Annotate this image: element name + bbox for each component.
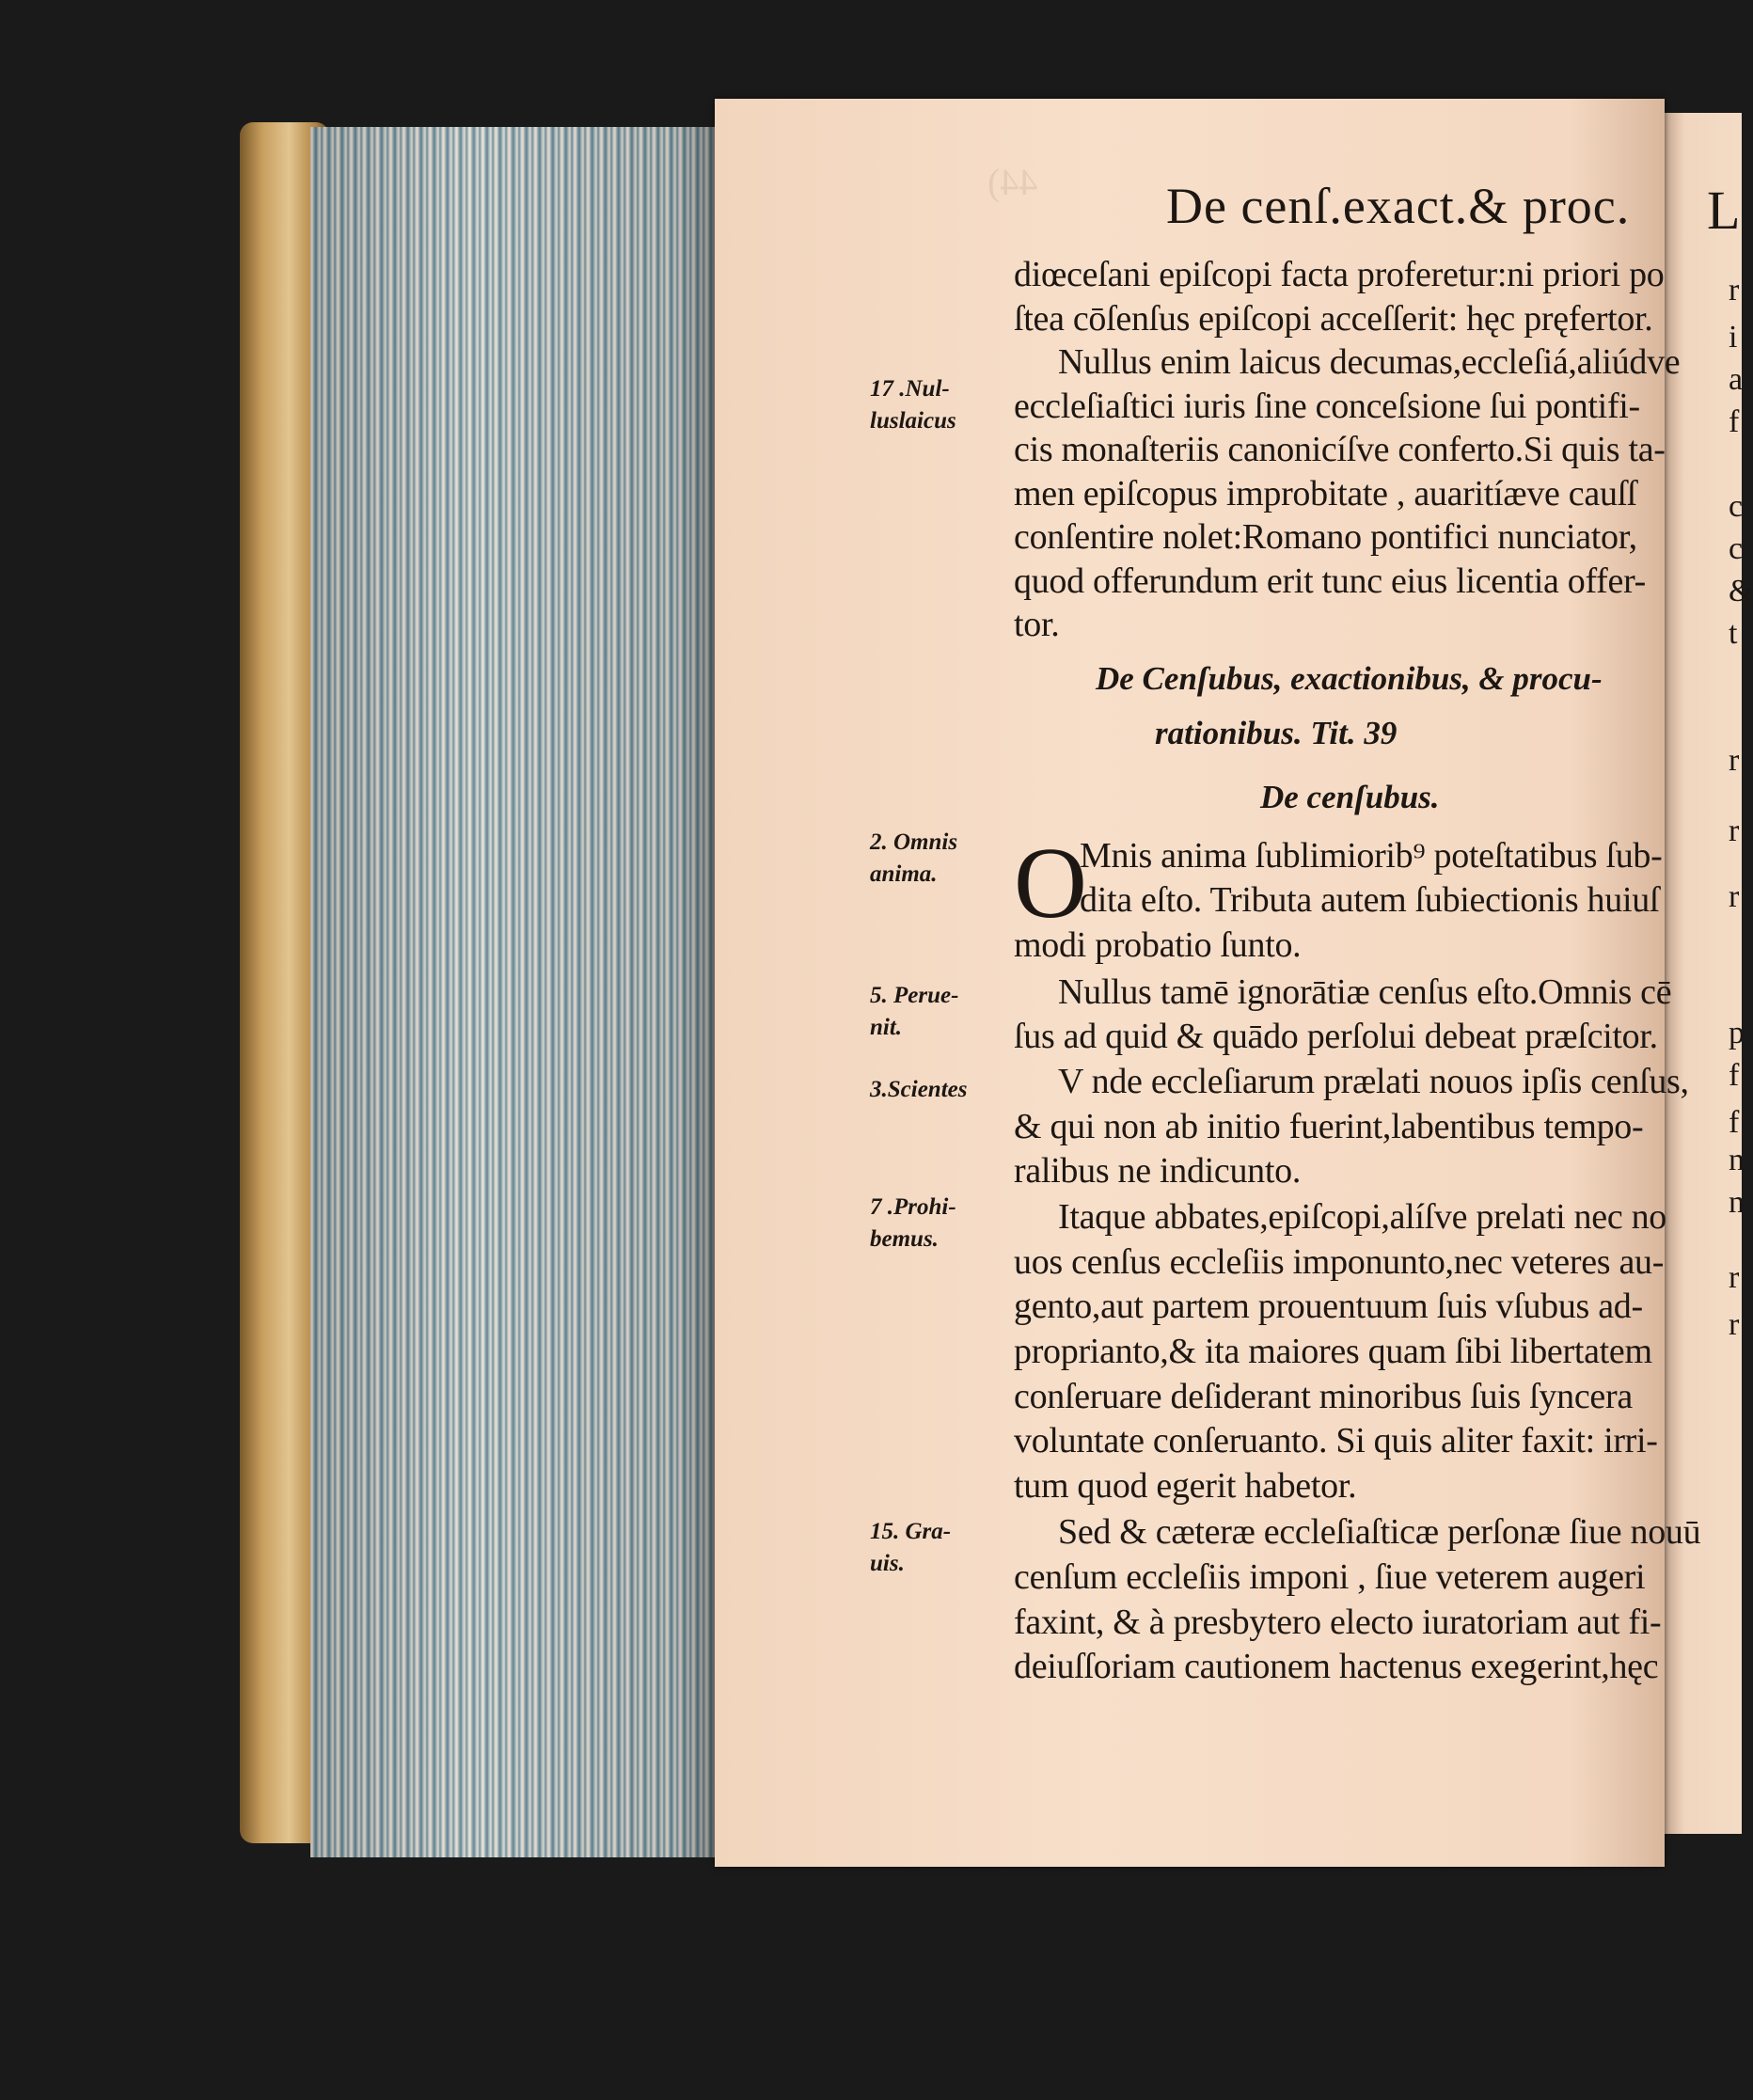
text-line: Mnis anima ſublimiorib⁹ poteſtatibus ſub- bbox=[1080, 836, 1663, 876]
facing-page-fragment: n bbox=[1729, 1143, 1745, 1177]
text-line: Itaque abbates,epiſcopi,alíſve prelati nec no bbox=[1058, 1197, 1666, 1237]
facing-page-fragment: t bbox=[1729, 616, 1738, 651]
running-head: De cenſ.exact.& proc. bbox=[1166, 178, 1631, 234]
marginal-note-line: 5. Perue- bbox=[870, 983, 959, 1008]
marginal-note-line: nit. bbox=[870, 1015, 903, 1040]
text-line: quod offerundum erit tunc eius licentia offer- bbox=[1014, 561, 1647, 601]
drop-cap: O bbox=[1014, 828, 1087, 939]
facing-page-fragment: & bbox=[1729, 574, 1753, 608]
marginal-note-line: 7 .Prohi- bbox=[870, 1194, 956, 1220]
text-line: gento,aut partem prouentuum ſuis vſubus ad- bbox=[1014, 1287, 1643, 1326]
text-line: men epiſcopus improbitate , auaritíæve cauſſ bbox=[1014, 473, 1637, 513]
text-line: conſentire nolet:Romano pontifici nunciator, bbox=[1014, 517, 1637, 557]
facing-page-fragment: r bbox=[1729, 273, 1740, 308]
text-line: tum quod egerit habetor. bbox=[1014, 1466, 1357, 1506]
text-line: cenſum eccleſiis imponi , ſiue veterem augeri bbox=[1014, 1557, 1646, 1597]
text-line: & qui non ab initio fuerint,labentibus tempo- bbox=[1014, 1107, 1644, 1146]
text-line: cis monaſteriis canonicíſve conferto.Si quis ta- bbox=[1014, 430, 1666, 469]
text-line: tor. bbox=[1014, 605, 1060, 644]
marginal-note-line: 17 .Nul- bbox=[870, 376, 950, 402]
facing-page-fragment: i bbox=[1729, 320, 1738, 355]
facing-page-fragment: f bbox=[1729, 1105, 1740, 1140]
marginal-note-line: anima. bbox=[870, 861, 938, 887]
facing-page-fragment: f bbox=[1729, 404, 1740, 439]
text-line: Nullus enim laicus decumas,eccleſiá,aliúdve bbox=[1058, 342, 1681, 382]
section-heading-line-2: rationibus. Tit. 39 bbox=[1155, 715, 1398, 751]
text-line: V nde eccleſiarum prælati nouos ipſis cenſus, bbox=[1058, 1062, 1689, 1101]
facing-page-fragment: c bbox=[1729, 489, 1744, 524]
facing-page-fragment: r bbox=[1729, 1260, 1740, 1295]
text-line: ralibus ne indicunto. bbox=[1014, 1151, 1302, 1191]
facing-page-fragment: c bbox=[1729, 531, 1744, 566]
facing-page-fragment: r bbox=[1729, 743, 1740, 778]
text-line: eccleſiaſtici iuris ſine conceſsione ſui pontifi- bbox=[1014, 386, 1640, 426]
marginal-note-line: 2. Omnis bbox=[870, 829, 958, 855]
text-line: modi probatio ſunto. bbox=[1014, 925, 1302, 965]
show-through-text: 44) bbox=[987, 161, 1038, 203]
text-line: Nullus tamē ignorātiæ cenſus eſto.Omnis cē bbox=[1058, 972, 1672, 1012]
facing-page-fragment: r bbox=[1729, 879, 1740, 914]
section-heading-line-1: De Cenſubus, exactionibus, & procu- bbox=[1096, 660, 1603, 697]
text-line: faxint, & à presbytero electo iuratoriam aut fi- bbox=[1014, 1603, 1662, 1642]
facing-page-fragment: n bbox=[1729, 1185, 1745, 1220]
text-line: uos cenſus eccleſiis imponunto,nec veteres au- bbox=[1014, 1242, 1665, 1282]
facing-page-fragment: f bbox=[1729, 1058, 1740, 1093]
text-line: diœceſani epiſcopi facta proferetur:ni priori po bbox=[1014, 255, 1665, 294]
text-line: Sed & cæteræ eccleſiaſticæ perſonæ ſiue nouū bbox=[1058, 1512, 1701, 1552]
subheading: De cenſubus. bbox=[1260, 779, 1440, 815]
facing-page-letter: L bbox=[1707, 180, 1741, 241]
marginal-note-line: uis. bbox=[870, 1551, 905, 1576]
text-line: ſtea cōſenſus epiſcopi acceſſerit: hęc pręfertor. bbox=[1014, 298, 1653, 339]
facing-page-fragment: r bbox=[1729, 1307, 1740, 1342]
marginal-note-line: luslaicus bbox=[870, 408, 956, 434]
text-line: proprianto,& ita maiores quam ſibi libertatem bbox=[1014, 1332, 1652, 1371]
facing-page-fragment: p bbox=[1729, 1016, 1745, 1050]
text-line: dita eſto. Tributa autem ſubiectionis huiuſ bbox=[1080, 880, 1660, 920]
text-line: deiuſſoriam cautionem hactenus exegerint,hęc bbox=[1014, 1647, 1659, 1686]
marginal-note-line: 3.Scientes bbox=[870, 1077, 968, 1102]
text-line: ſus ad quid & quādo perſolui debeat præſcitor. bbox=[1014, 1017, 1658, 1056]
facing-page-fragment: a bbox=[1729, 362, 1744, 397]
marginal-note-line: bemus. bbox=[870, 1226, 939, 1252]
text-line: conſeruare deſiderant minoribus ſuis ſyncera bbox=[1014, 1377, 1633, 1416]
facing-page-fragment: r bbox=[1729, 813, 1740, 848]
text-line: voluntate conſeruanto. Si quis aliter faxit: irri- bbox=[1014, 1421, 1658, 1461]
marginal-note-line: 15. Gra- bbox=[870, 1519, 952, 1544]
page-edges-shade bbox=[310, 127, 715, 1857]
